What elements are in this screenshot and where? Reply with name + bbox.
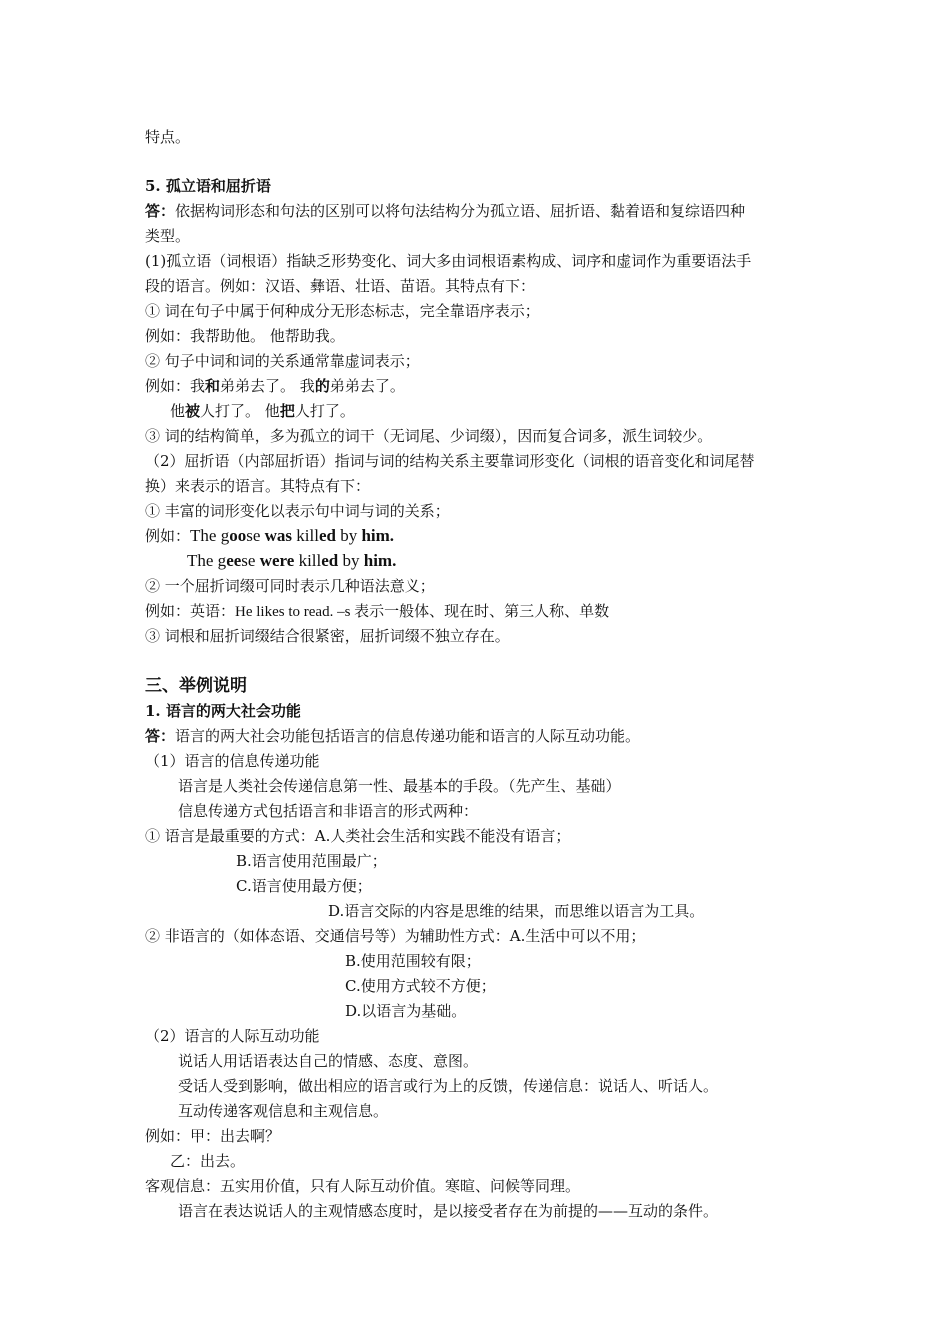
text-span: kill [292,526,319,545]
text-line: （2）屈折语（内部屈折语）指词与词的结构关系主要靠词形变化（词根的语音变化和词尾替 [145,452,755,470]
list-item: ③ 词根和屈折词缀结合很紧密，屈折词缀不独立存在。 [145,627,510,645]
emphasis: 被 [185,402,201,420]
emphasis: were [259,551,295,570]
text-span: by [335,526,362,545]
example-line: 乙：出去。 [170,1152,246,1170]
list-item: ① 丰富的词形变化以表示句中词与词的关系； [145,502,450,520]
text-span: 表示一般体、现在时、第三人称、单数 [354,602,610,620]
emphasis: 和 [205,377,221,395]
subsection-heading: 1. 语言的两大社会功能 [145,702,301,720]
example-line: 例如：甲：出去啊？ [145,1127,281,1145]
emphasis: him. [361,526,395,545]
list-item: ① 语言是最重要的方式：A.人类社会生活和实践不能没有语言； [145,827,571,845]
section-heading: 5. 孤立语和屈折语 [145,177,271,195]
text-span: se [241,551,260,570]
subsection-heading: （2）语言的人际互动功能 [145,1027,320,1045]
answer-text: 语言的两大社会功能包括语言的信息传递功能和语言的人际互动功能。 [175,727,641,745]
text-span: 例如： [145,527,191,545]
text-line: 客观信息：五实用价值，只有人际互动价值。寒暄、问候等同理。 [145,1177,581,1195]
english-sentence [190,526,394,545]
text-span: kill [294,551,322,570]
text-line: 语言是人类社会传递信息第一性、最基本的手段。（先产生、基础） [178,777,621,795]
answer-line [145,201,745,221]
list-item: ② 非语言的（如体态语、交通信号等）为辅助性方式：A.生活中可以不用； [145,927,646,945]
text-line: 受话人受到影响，做出相应的语言或行为上的反馈，传递信息：说话人、听话人。 [178,1077,719,1095]
answer-line [145,726,640,746]
text-line: 类型。 [145,227,191,245]
text-line: 换）来表示的语言。其特点有下： [145,477,371,495]
text-line: 互动传递客观信息和主观信息。 [178,1102,389,1120]
text-line: 信息传递方式包括语言和非语言的形式两种： [178,802,479,820]
text-span: 例如：我 [145,377,206,395]
text-line: 段的语言。例如：汉语、彝语、壮语、苗语。其特点有下： [145,277,536,295]
answer-label: 答： [145,202,176,220]
list-item: ① 词在句子中属于何种成分无形态标志，完全靠语序表示； [145,302,540,320]
list-item: C.使用方式较不方便； [345,977,496,995]
text-span: 弟弟去了。 [329,377,405,395]
example-line [145,376,405,396]
example-line [145,601,609,622]
text-span: 人打了。 他 [200,402,280,420]
emphasis: him. [363,551,397,570]
example-line [145,526,394,546]
text-span: The g [187,551,227,570]
text-span: 弟弟去了。 我 [220,377,315,395]
emphasis: oo [229,526,247,545]
emphasis: 的 [314,377,330,395]
list-item: ③ 词的结构简单，多为孤立的词干（无词尾、少词缀），因而复合词多，派生词较少。 [145,427,713,445]
english-text: He likes to read. –s [235,604,355,620]
subsection-heading: （1）语言的信息传递功能 [145,752,320,770]
text-span: 例如：英语： [145,602,236,620]
section-heading: 三、举例说明 [145,676,247,696]
text-line: (1)孤立语（词根语）指缺乏形势变化、词大多由词根语素构成、词序和虚词作为重要语法手 [145,252,752,270]
answer-text: 依据构词形态和句法的区别可以将句法结构分为孤立语、屈折语、黏着语和复综语四种 [175,202,746,220]
list-item: B.使用范围较有限； [345,952,481,970]
answer-label: 答： [145,727,176,745]
list-item: ② 一个屈折词缀可同时表示几种语法意义； [145,577,435,595]
list-item: D.语言交际的内容是思维的结果，而思维以语言为工具。 [328,902,705,920]
emphasis: ee [226,551,242,570]
text-line: 特点。 [145,128,191,146]
text-span: The g [190,526,230,545]
text-span: 人打了。 [294,402,355,420]
text-span: by [338,551,364,570]
example-line [170,401,355,421]
text-line: 语言在表达说话人的主观情感态度时，是以接受者存在为前提的——互动的条件。 [178,1202,719,1220]
list-item: C.语言使用最方便； [236,877,372,895]
list-item: ② 句子中词和词的关系通常靠虚词表示； [145,352,420,370]
text-span: se [246,526,265,545]
text-span: 他 [170,402,186,420]
english-sentence [187,551,396,571]
text-line: 说话人用话语表达自己的情感、态度、意图。 [178,1052,479,1070]
example-line: 例如：我帮助他。 他帮助我。 [145,327,345,345]
emphasis: ed [321,551,339,570]
list-item: D.以语言为基础。 [345,1002,467,1020]
emphasis: 把 [279,402,295,420]
emphasis: ed [318,526,336,545]
list-item: B.语言使用范围最广； [236,852,387,870]
emphasis: was [264,526,293,545]
